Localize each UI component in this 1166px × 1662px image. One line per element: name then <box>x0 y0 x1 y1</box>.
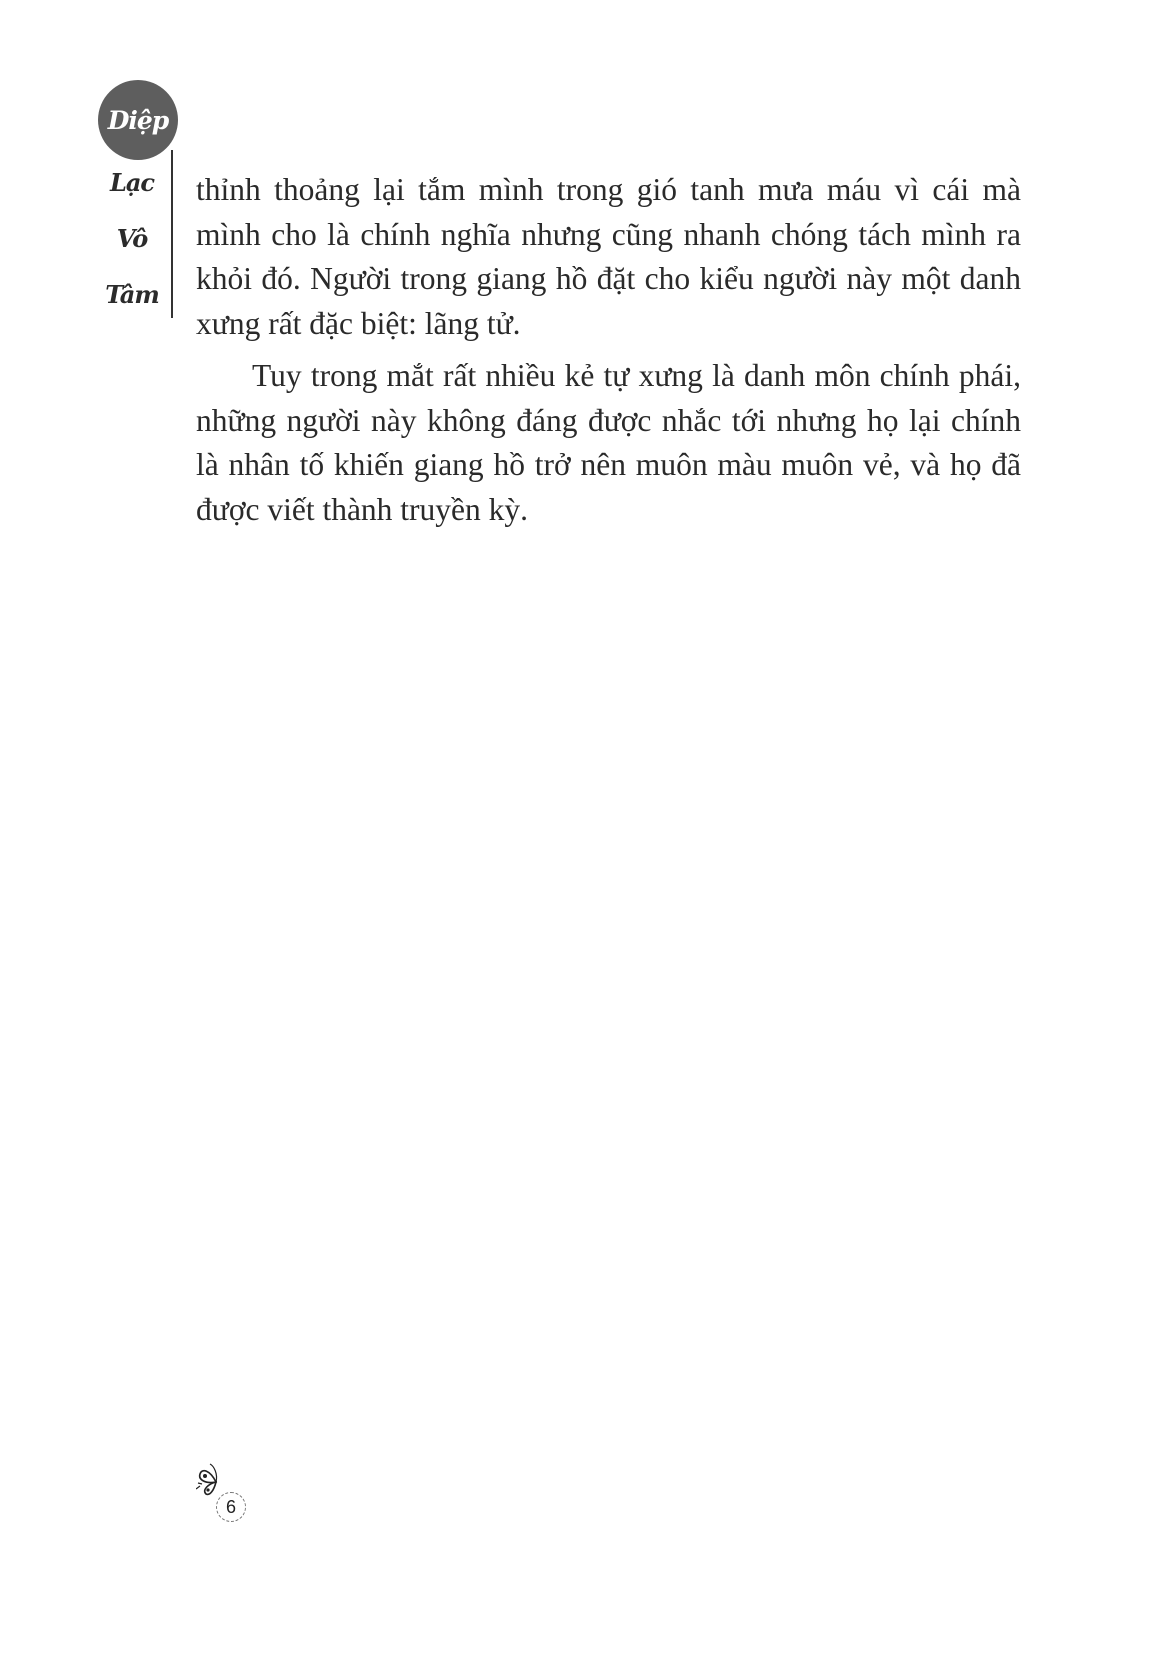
author-name-first: Diệp <box>107 105 169 135</box>
author-name-line-2: Lạc <box>109 168 155 197</box>
author-circle-badge <box>98 80 178 160</box>
paragraph-2: Tuy trong mắt rất nhiều kẻ tự xưng là danh môn chính phái, những người này không đáng được nhắc tới nhưng họ lại chính là nhân tố khiến giang hồ trở nên muôn màu muôn vẻ, và họ đã được viết thành truyền kỳ. <box>196 358 1021 527</box>
page-folio <box>196 1462 256 1526</box>
body-text <box>196 168 1021 540</box>
page-number: 6 <box>216 1492 246 1522</box>
author-mark <box>98 80 180 320</box>
author-name-line-4: Tâm <box>105 280 159 309</box>
header-vertical-rule <box>171 150 173 318</box>
author-name-line-3: Vô <box>116 224 148 253</box>
paragraph-1: thỉnh thoảng lại tắm mình trong gió tanh mưa máu vì cái mà mình cho là chính nghĩa nhưng cũng nhanh chóng tách mình ra khỏi đó. Người trong giang hồ đặt cho kiểu người này một danh xưng rất đặc biệt: lãng tử. <box>196 172 1021 341</box>
